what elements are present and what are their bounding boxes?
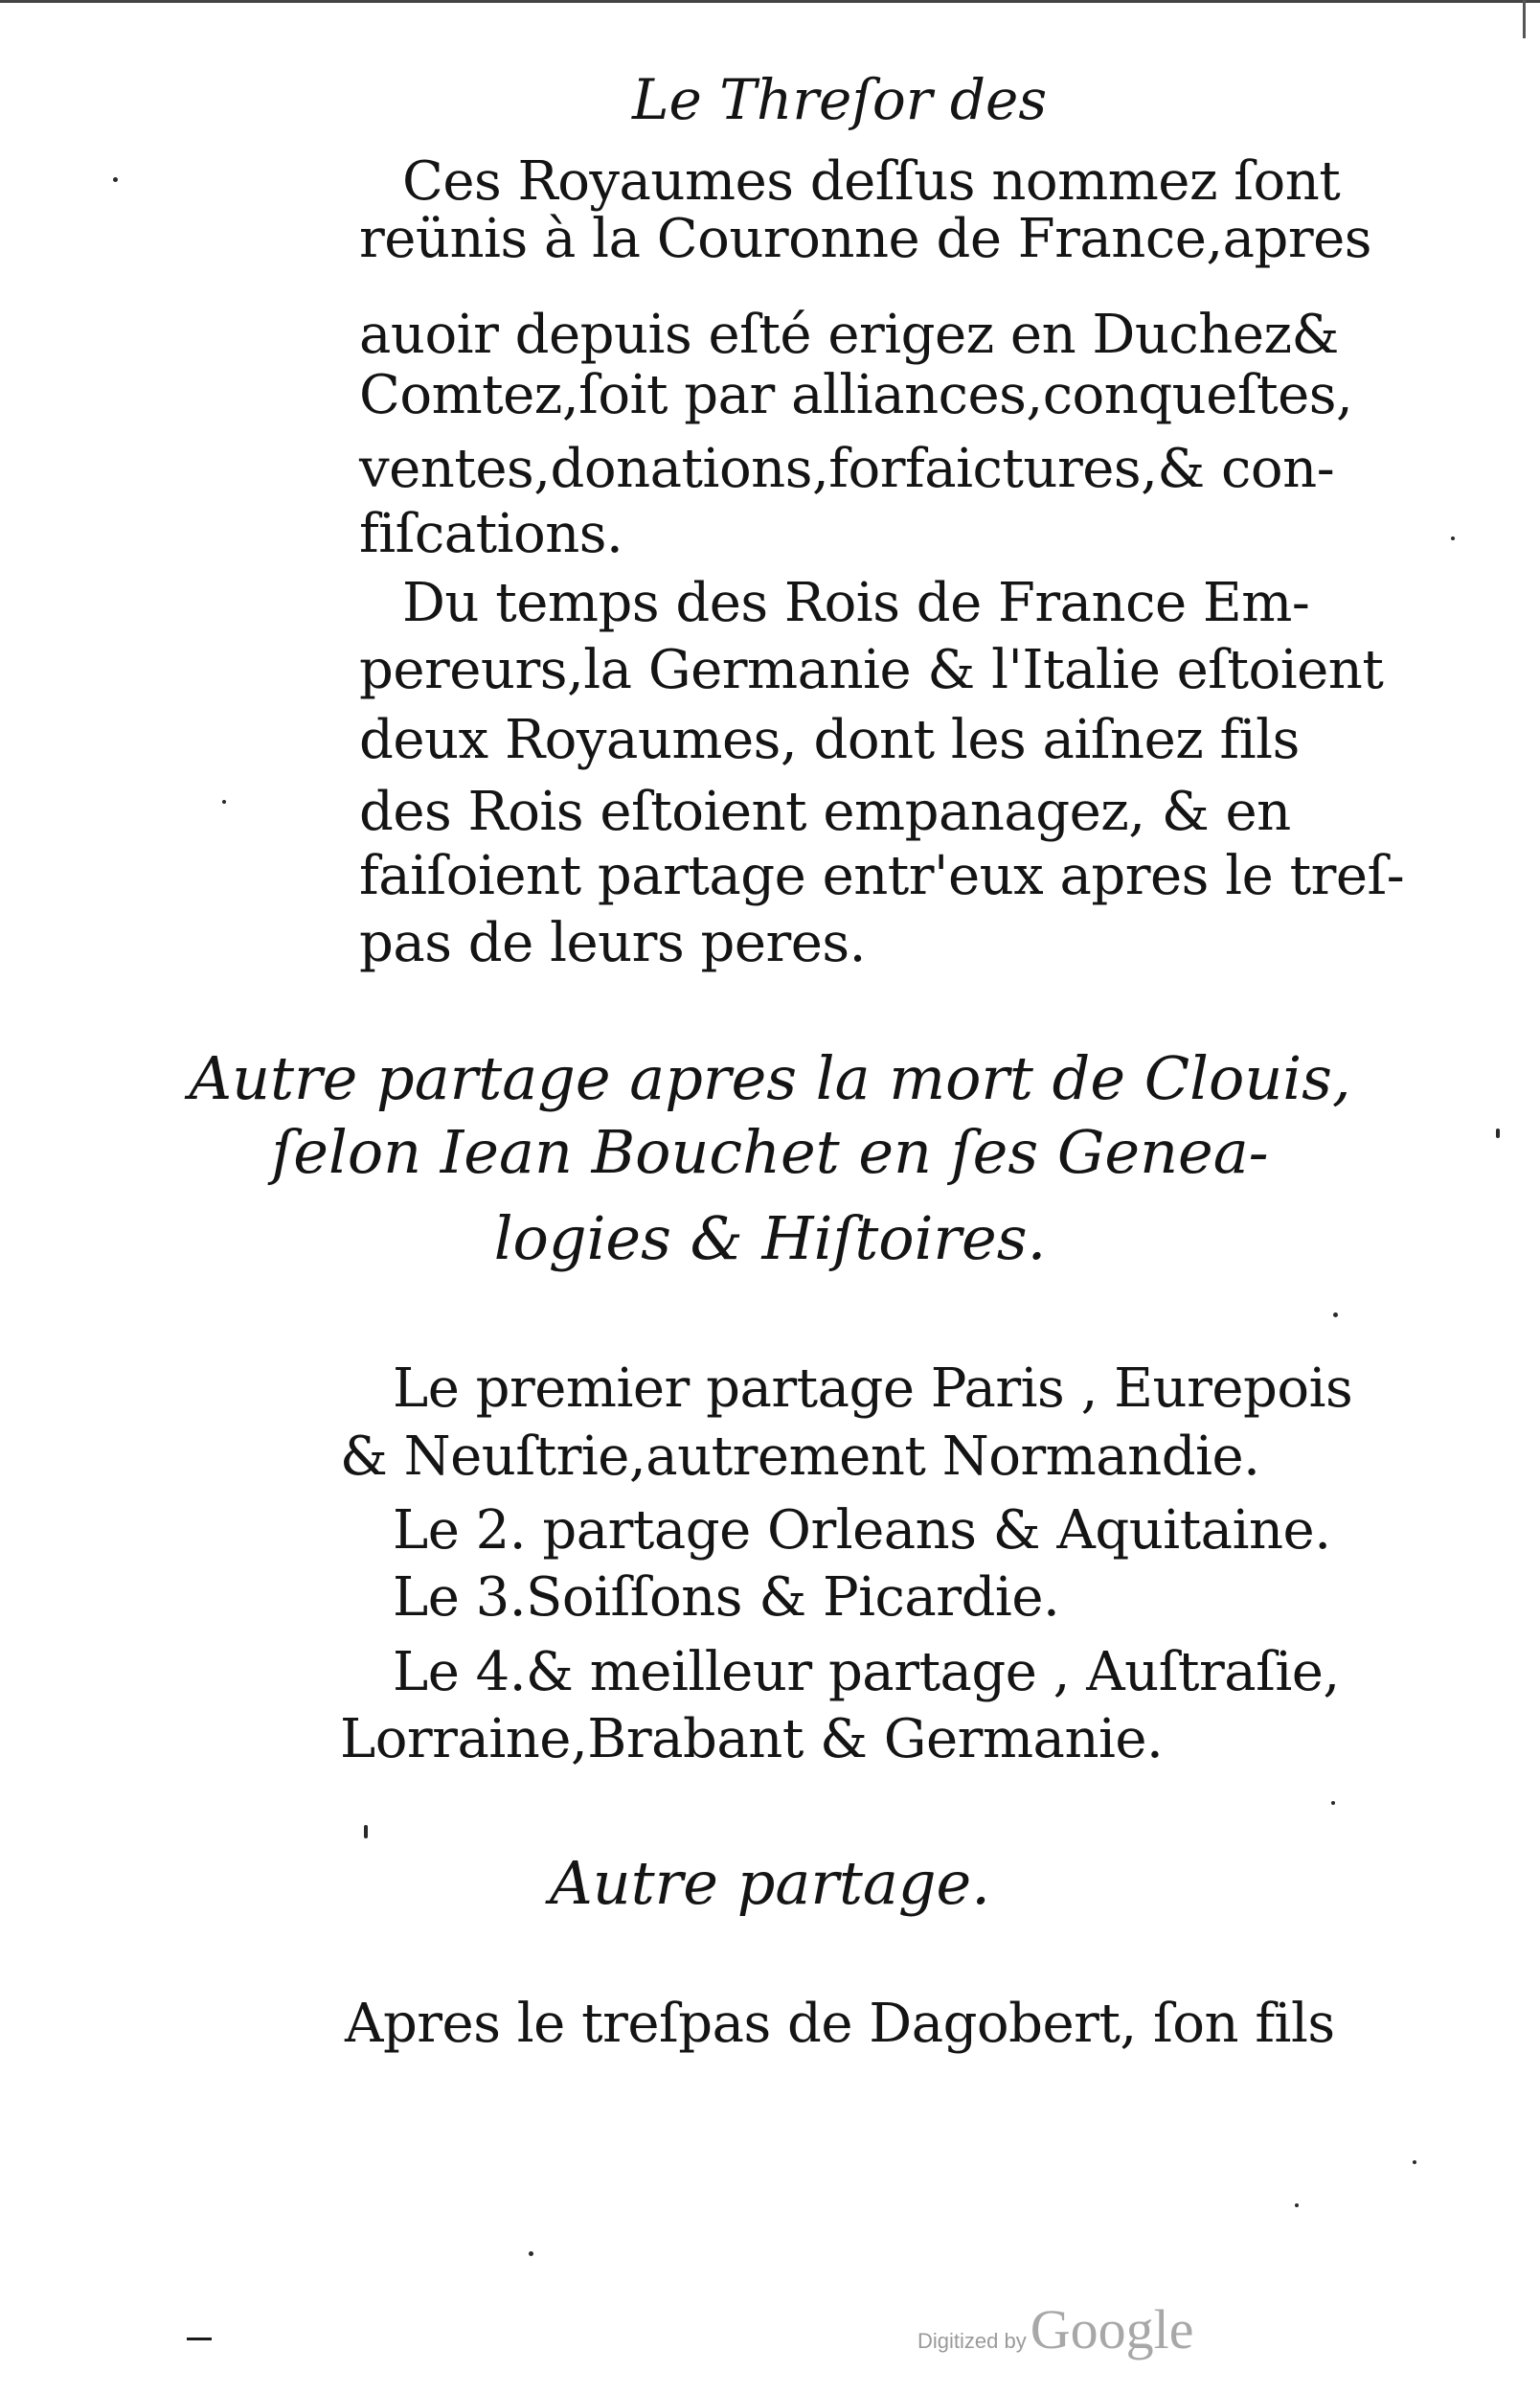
text-line: fiſcations. [359, 503, 623, 565]
scan-speck [1413, 2160, 1416, 2164]
scan-speck [529, 2251, 533, 2256]
section-heading: ſelon Iean Bouchet en ſes Genea- [271, 1117, 1269, 1187]
scan-speck [1295, 2203, 1299, 2207]
list-item: Le 3.Soiſſons & Picardie. [393, 1566, 1060, 1629]
scan-speck [222, 800, 226, 804]
scan-mark [187, 2338, 212, 2340]
text-line: ventes,donations,forfaictures,& con- [359, 438, 1335, 500]
text-line: des Rois eſtoient empanagez, & en [359, 781, 1291, 843]
running-head: Le Threſor des [632, 67, 1048, 132]
scan-mark [1523, 0, 1526, 38]
text-line: reünis à la Couronne de France,apres [359, 208, 1372, 270]
watermark-prefix: Digitized by [917, 2329, 1027, 2353]
list-item: Le premier partage Paris , Eurepois [393, 1357, 1353, 1420]
watermark-brand: Google [1030, 2298, 1194, 2361]
section-heading: logies & Hiſtoires. [493, 1203, 1047, 1273]
scan-speck [364, 1825, 368, 1838]
scan-speck [113, 177, 118, 182]
list-item: & Neuſtrie,autrement Normandie. [340, 1426, 1260, 1488]
text-line: pereurs,la Germanie & l'Italie eſtoient [359, 639, 1384, 701]
text-line: faiſoient partage entr'eux apres le treſ- [359, 845, 1405, 907]
text-line: auoir depuis eſté erigez en Duchez& [359, 304, 1339, 366]
text-line: pas de leurs peres. [359, 912, 866, 974]
list-item: Lorraine,Brabant & Germanie. [340, 1708, 1164, 1770]
text-line: Ces Royaumes deſſus nommez ſont [402, 150, 1341, 213]
scan-speck [1331, 1801, 1335, 1805]
text-line: Apres le treſpas de Dagobert, ſon fils [345, 1993, 1335, 2055]
section-heading: Autre partage apres la mort de Clouis, [189, 1043, 1351, 1113]
text-line: Du temps des Rois de France Em- [402, 572, 1310, 634]
text-line: Comtez,ſoit par alliances,conqueſtes, [359, 364, 1353, 426]
scan-speck [1333, 1312, 1338, 1317]
list-item: Le 4.& meilleur partage , Auſtraſie, [393, 1641, 1340, 1703]
scan-speck [1451, 536, 1455, 540]
google-watermark [917, 2297, 1193, 2361]
scan-edge-top [0, 0, 1540, 3]
list-item: Le 2. partage Orleans & Aquitaine. [393, 1499, 1331, 1562]
section-heading: Autre partage. [550, 1848, 990, 1918]
scan-speck [1496, 1129, 1500, 1138]
text-line: deux Royaumes, dont les aiſnez fils [359, 709, 1300, 771]
